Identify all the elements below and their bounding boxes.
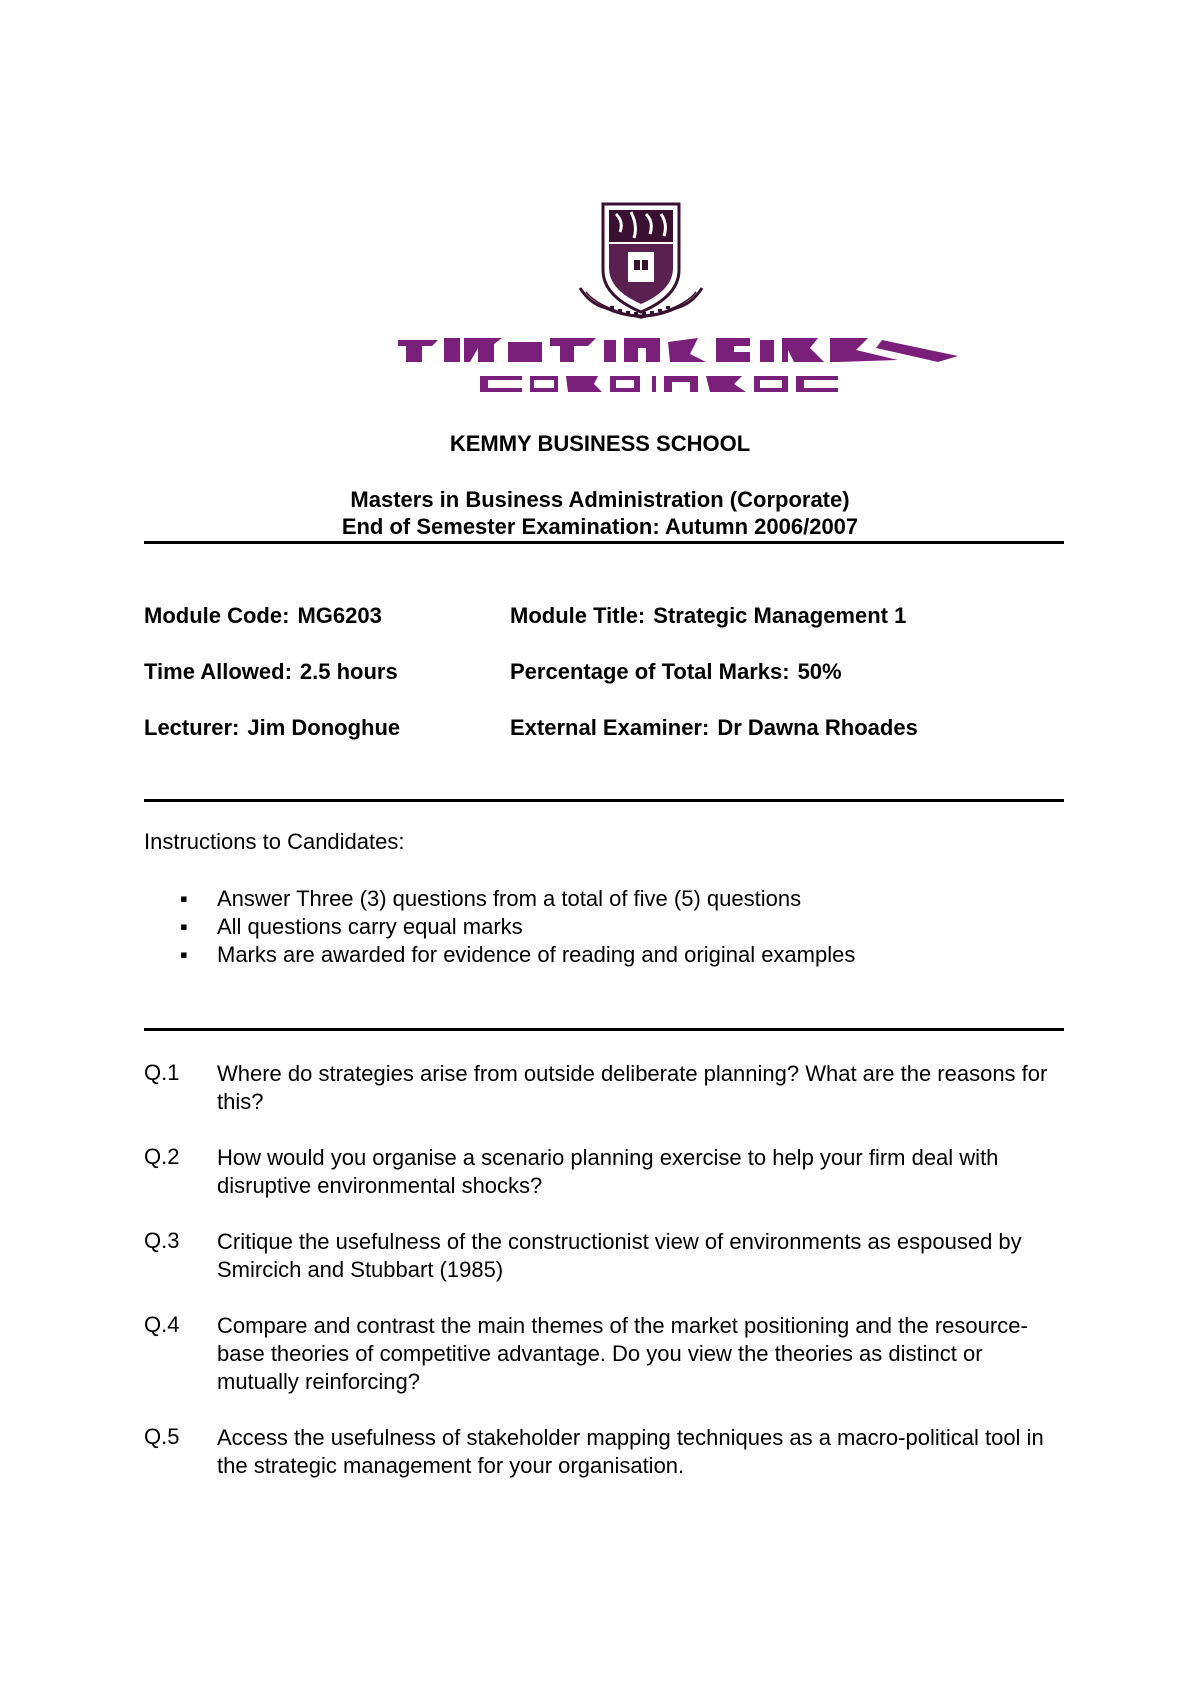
question-text: Compare and contrast the main themes of the market positioning and the resource-base theories of competitive advantage. Do you view the theories as distinct or mutually reinforcing? [217, 1313, 1028, 1394]
bullet-icon: ▪ [180, 942, 188, 967]
lecturer-field [144, 715, 400, 741]
bullet-icon: ▪ [180, 914, 188, 939]
university-wordmark-logo [398, 334, 958, 404]
external-examiner-label: External Examiner: [510, 715, 710, 740]
time-allowed-value: 2.5 hours [299, 659, 398, 684]
lecturer-value: Jim Donoghue [247, 715, 401, 740]
divider-rule [144, 541, 1064, 544]
percentage-value: 50% [797, 659, 842, 684]
divider-rule [144, 1028, 1064, 1031]
module-code-value: MG6203 [297, 603, 382, 628]
module-title-value: Strategic Management 1 [653, 603, 907, 628]
question-number: Q.4 [144, 1312, 180, 1337]
question-text: How would you organise a scenario planning exercise to help your firm deal with disruptive environmental shocks? [217, 1145, 999, 1198]
instruction-item: All questions carry equal marks [217, 914, 523, 939]
question-number: Q.1 [144, 1060, 180, 1085]
programme-title: Masters in Business Administration (Corporate) [350, 487, 850, 512]
external-examiner-value: Dr Dawna Rhoades [717, 715, 918, 740]
question-number: Q.2 [144, 1144, 180, 1169]
module-title-field [510, 603, 906, 629]
external-examiner-field [510, 715, 918, 741]
question-text: Critique the usefulness of the constructionist view of environments as espoused by Smircich and Stubbart (1985) [217, 1229, 1022, 1282]
question-text: Access the usefulness of stakeholder mapping techniques as a macro-political tool in the strategic management for your organisation. [217, 1425, 1044, 1478]
question-number: Q.5 [144, 1424, 180, 1449]
instruction-item: Marks are awarded for evidence of reading and original examples [217, 942, 856, 967]
percentage-label: Percentage of Total Marks: [510, 659, 790, 684]
question-number: Q.3 [144, 1228, 180, 1253]
module-code-label: Module Code: [144, 603, 290, 628]
bullet-icon: ▪ [180, 886, 188, 911]
question-text: Where do strategies arise from outside deliberate planning? What are the reasons for this? [217, 1061, 1048, 1114]
module-title-label: Module Title: [510, 603, 646, 628]
module-code-field [144, 603, 382, 629]
instruction-item: Answer Three (3) questions from a total of five (5) questions [217, 886, 802, 911]
time-allowed-field [144, 659, 398, 685]
lecturer-label: Lecturer: [144, 715, 240, 740]
divider-rule [144, 799, 1064, 802]
university-crest-logo [576, 200, 706, 325]
school-name: KEMMY BUSINESS SCHOOL [449, 431, 751, 456]
time-allowed-label: Time Allowed: [144, 659, 292, 684]
instructions-heading: Instructions to Candidates: [144, 829, 405, 854]
exam-title: End of Semester Examination: Autumn 2006/2007 [341, 514, 859, 539]
percentage-field [510, 659, 842, 685]
